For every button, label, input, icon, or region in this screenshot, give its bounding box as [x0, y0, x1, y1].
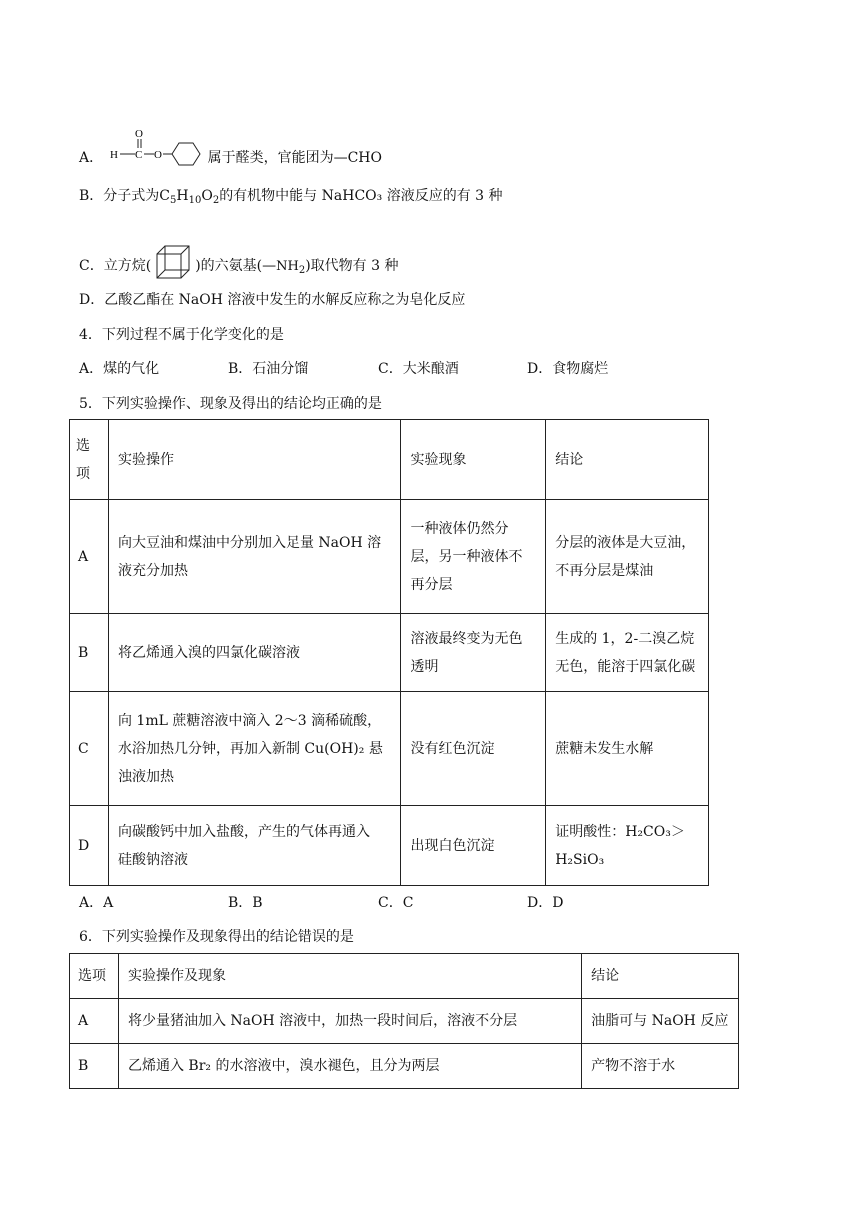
q5-header-option: 选 项 [70, 420, 109, 500]
atom-o-ester: O [153, 149, 162, 161]
q6-header-row [70, 954, 739, 999]
cubane-structure [151, 242, 195, 282]
q4-option-c: C．大米酿酒 [378, 361, 459, 377]
q6-stem: 6．下列实验操作及现象得出的结论错误的是 [79, 929, 354, 945]
q3-option-a [79, 128, 382, 176]
q6-header-operation: 实验操作及现象 [118, 954, 581, 999]
q5-row-b-operation: 将乙烯通入溴的四氯化碳溶液 [108, 614, 400, 692]
q4-option-b: B．石油分馏 [228, 361, 309, 377]
table-row [70, 614, 709, 692]
q5-row-c-operation: 向 1mL 蔗糖溶液中滴入 2～3 滴稀硫酸， 水浴加热几分钟，再加入新制 Cu(OH)₂ 悬 浊液加热 [108, 692, 400, 806]
q5-row-c-option: C [70, 692, 109, 806]
q5-row-d-operation: 向碳酸钙中加入盐酸，产生的气体再通入 硅酸钠溶液 [108, 806, 400, 886]
q5-header-phenomenon: 实验现象 [401, 420, 546, 500]
q6-row-b-conclusion: 产物不溶于水 [582, 1044, 739, 1089]
q3-option-d: D．乙酸乙酯在 NaOH 溶液中发生的水解反应称之为皂化反应 [79, 292, 466, 308]
q5-row-a-phenomenon: 一种液体仍然分 层，另一种液体不 再分层 [401, 500, 546, 614]
sub-10: 10 [188, 195, 202, 206]
q3-option-b [79, 186, 503, 206]
q5-row-b-option: B [70, 614, 109, 692]
q5-option-d: D．D [527, 895, 564, 911]
q6-row-a-option: A [70, 999, 119, 1044]
q5-row-b-phenomenon: 溶液最终变为无色 透明 [401, 614, 546, 692]
q3-option-a-text: 属于醛类，官能团为—CHO [207, 150, 382, 166]
atom-o-carbonyl: O [134, 128, 143, 140]
q4-option-a: A．煤的气化 [79, 361, 160, 377]
table-row [70, 999, 739, 1044]
q5-row-b-conclusion: 生成的 1，2-二溴乙烷 无色，能溶于四氯化碳 [546, 614, 709, 692]
q6-row-b-option: B [70, 1044, 119, 1089]
q3-option-b-h: H [176, 188, 189, 204]
q6-row-a-conclusion: 油脂可与 NaOH 反应 [582, 999, 739, 1044]
q6-table [69, 953, 739, 1089]
q5-row-c-conclusion: 蔗糖未发生水解 [546, 692, 709, 806]
q6-header-option: 选项 [70, 954, 119, 999]
table-row [70, 1044, 739, 1089]
q5-row-d-conclusion: 证明酸性：H₂CO₃＞ H₂SiO₃ [546, 806, 709, 886]
table-row [70, 500, 709, 614]
q6-row-b-operation: 乙烯通入 Br₂ 的水溶液中，溴水褪色，且分为两层 [118, 1044, 581, 1089]
q3-option-b-post: 的有机物中能与 NaHCO₃ 溶液反应的有 3 种 [219, 188, 503, 204]
q5-row-d-phenomenon: 出现白色沉淀 [401, 806, 546, 886]
q5-header-operation: 实验操作 [108, 420, 400, 500]
q3-option-c-pre: C．立方烷( [79, 258, 152, 274]
q5-row-a-conclusion: 分层的液体是大豆油， 不再分层是煤油 [546, 500, 709, 614]
q5-row-a-option: A [70, 500, 109, 614]
q4-option-d: D．食物腐烂 [527, 361, 609, 377]
q3-option-c-mid: )的六氨基(— [195, 258, 277, 274]
table-row [70, 806, 709, 886]
q3-option-c-post: )取代物有 3 种 [305, 258, 399, 274]
atom-c: C [134, 149, 142, 161]
q5-row-d-option: D [70, 806, 109, 886]
sub-2: 2 [212, 195, 220, 206]
q6-header-conclusion: 结论 [582, 954, 739, 999]
q5-row-a-operation: 向大豆油和煤油中分别加入足量 NaOH 溶 液充分加热 [108, 500, 400, 614]
q5-option-b: B．B [228, 895, 263, 911]
q3-option-a-label: A． [79, 150, 104, 166]
q3-option-c [79, 242, 399, 282]
q5-header-row [70, 420, 709, 500]
phenyl-formate-structure [108, 128, 208, 176]
q4-stem: 4．下列过程不属于化学变化的是 [79, 327, 284, 343]
q5-option-a: A．A [79, 895, 114, 911]
sub-2: 2 [298, 265, 306, 276]
q3-option-b-o: O [201, 188, 213, 204]
q5-stem: 5．下列实验操作、现象及得出的结论均正确的是 [79, 396, 382, 412]
q5-row-c-phenomenon: 没有红色沉淀 [401, 692, 546, 806]
q5-table [69, 419, 709, 886]
q3-option-b-pre: B．分子式为C [79, 188, 170, 204]
q5-option-c: C．C [378, 895, 414, 911]
atom-h: H [109, 149, 118, 161]
table-row [70, 692, 709, 806]
sub-5: 5 [170, 195, 177, 206]
q6-row-a-operation: 将少量猪油加入 NaOH 溶液中，加热一段时间后，溶液不分层 [118, 999, 581, 1044]
q5-header-conclusion: 结论 [546, 420, 709, 500]
q3-option-c-nh: NH [276, 259, 299, 274]
